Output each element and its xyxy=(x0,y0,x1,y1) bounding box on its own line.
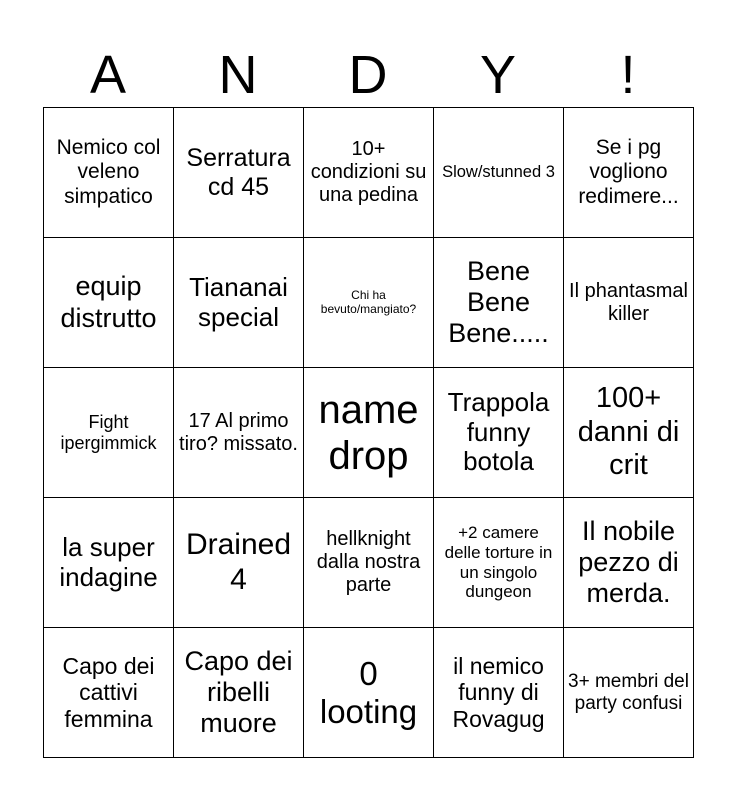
board-row-5 xyxy=(44,628,694,758)
bingo-cell[interactable]: name drop xyxy=(304,368,434,498)
bingo-cell[interactable]: 3+ membri del party confusi xyxy=(564,628,694,758)
header-letter-a: A xyxy=(89,45,127,105)
bingo-cell[interactable]: Il phantasmal killer xyxy=(564,238,694,368)
bingo-cell[interactable]: Se i pg vogliono redimere... xyxy=(564,108,694,238)
bingo-cell[interactable]: Tiananai special xyxy=(174,238,304,368)
bingo-cell[interactable]: Bene Bene Bene..... xyxy=(434,238,564,368)
bingo-cell[interactable]: 10+ condizioni su una pedina xyxy=(304,108,434,238)
bingo-cell[interactable]: Serratura cd 45 xyxy=(174,108,304,238)
bingo-cell[interactable]: Slow/stunned 3 xyxy=(434,108,564,238)
board-row-4 xyxy=(44,498,694,628)
header-letter-y: Y xyxy=(479,45,517,105)
bingo-cell[interactable]: Capo dei cattivi femmina xyxy=(44,628,174,758)
bingo-cell[interactable]: hellknight dalla nostra parte xyxy=(304,498,434,628)
bingo-cell[interactable]: Il nobile pezzo di merda. xyxy=(564,498,694,628)
board-row-2 xyxy=(44,238,694,368)
bingo-cell[interactable]: 100+ danni di crit xyxy=(564,368,694,498)
bingo-cell[interactable]: Trappola funny botola xyxy=(434,368,564,498)
bingo-cell[interactable]: Capo dei ribelli muore xyxy=(174,628,304,758)
header-letter-exclamation: ! xyxy=(620,45,636,105)
bingo-cell[interactable]: il nemico funny di Rovagug xyxy=(434,628,564,758)
header-letter-d: D xyxy=(348,45,388,105)
bingo-cell[interactable]: 0 looting xyxy=(304,628,434,758)
bingo-cell[interactable]: 17 Al primo tiro? missato. xyxy=(174,368,304,498)
board-row-3 xyxy=(44,368,694,498)
board-row-1 xyxy=(44,108,694,238)
header-letter-n: N xyxy=(218,45,258,105)
bingo-board xyxy=(43,107,694,758)
bingo-cell[interactable]: equip distrutto xyxy=(44,238,174,368)
bingo-cell[interactable]: +2 camere delle torture in un singolo dungeon xyxy=(434,498,564,628)
bingo-cell[interactable]: Nemico col veleno simpatico xyxy=(44,108,174,238)
bingo-cell[interactable]: Drained 4 xyxy=(174,498,304,628)
bingo-cell[interactable]: Chi ha bevuto/mangiato? xyxy=(304,238,434,368)
bingo-cell[interactable]: la super indagine xyxy=(44,498,174,628)
bingo-header xyxy=(43,44,693,106)
bingo-cell[interactable]: Fight ipergimmick xyxy=(44,368,174,498)
